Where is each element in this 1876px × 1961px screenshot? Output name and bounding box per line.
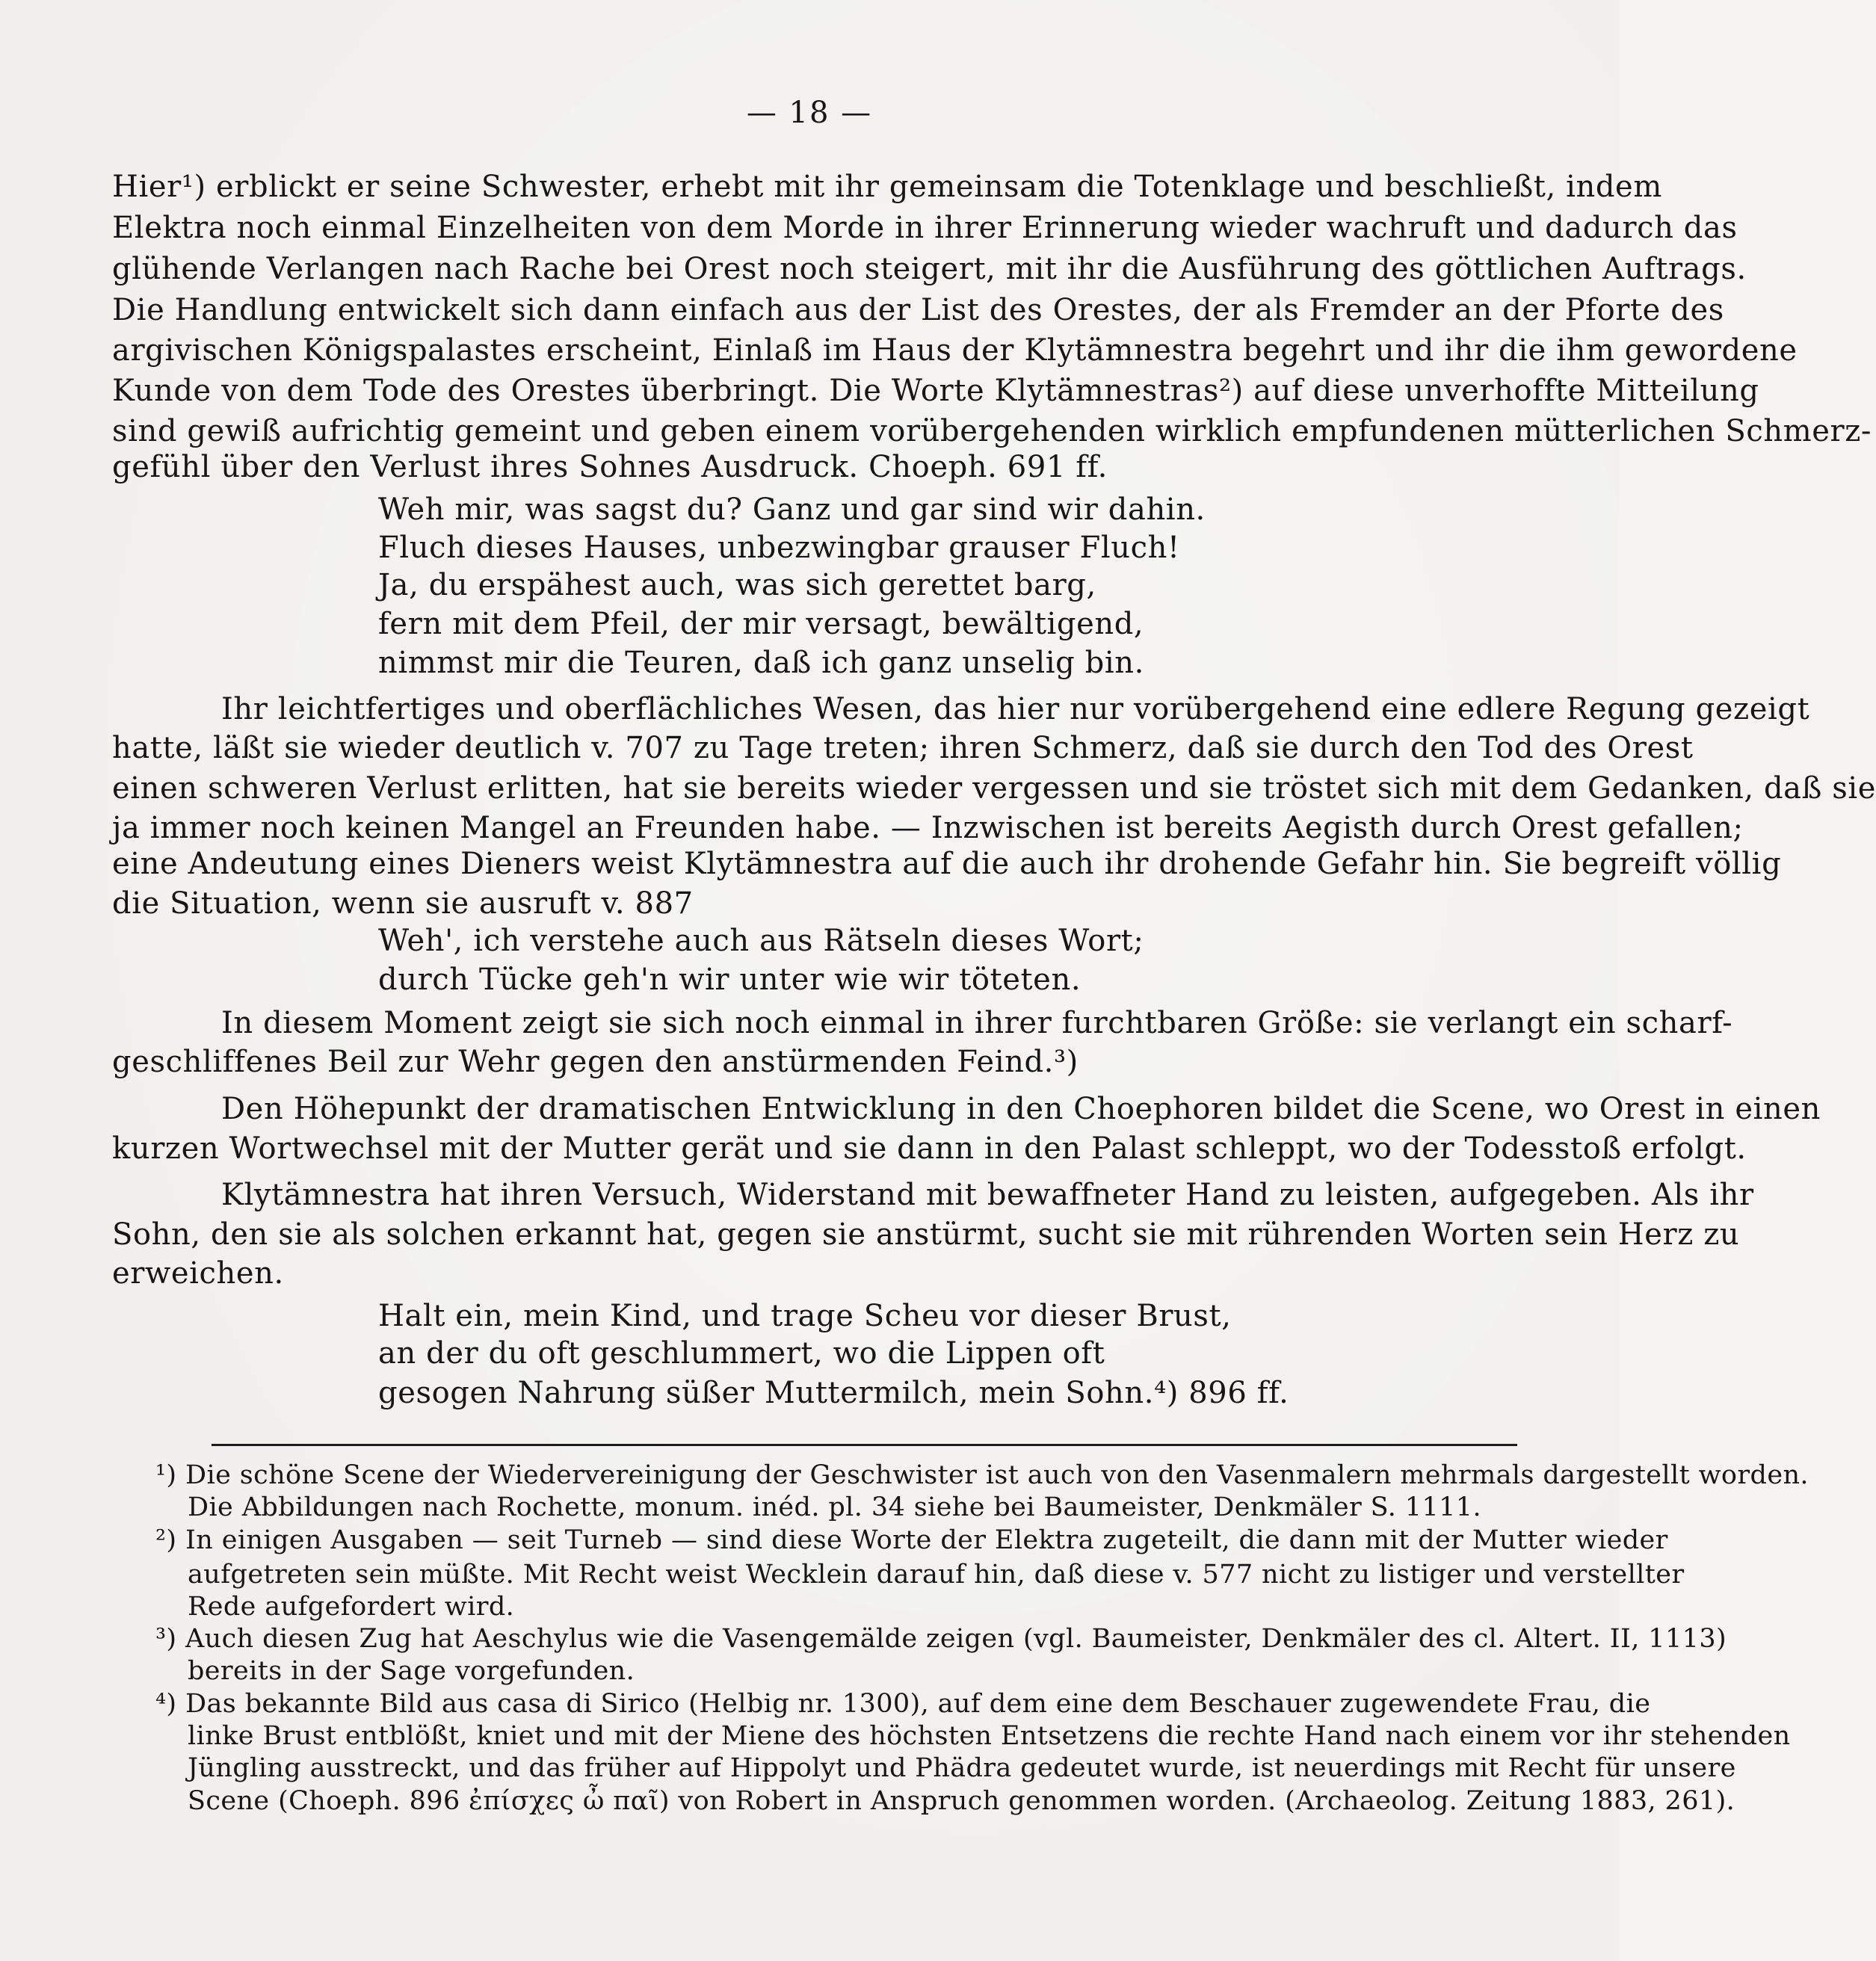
text-line: Sohn, den sie als solchen erkannt hat, gegen sie anstürmt, sucht sie mit rührenden Worten sein Herz zu <box>112 1217 1740 1252</box>
text-line: kurzen Wortwechsel mit der Mutter gerät und sie dann in den Palast schleppt, wo der Todesstoß erfolgt. <box>112 1131 1747 1166</box>
text-line: glühende Verlangen nach Rache bei Orest noch steigert, mit ihr die Ausführung des göttlichen Auftrags. <box>112 252 1747 286</box>
verse-line: Halt ein, mein Kind, und trage Scheu vor dieser Brust, <box>378 1299 1232 1333</box>
text-line: Die Handlung entwickelt sich dann einfach aus der List des Orestes, der als Fremder an der Pforte des <box>112 293 1724 327</box>
text-line: hatte, läßt sie wieder deutlich v. 707 zu Tage treten; ihren Schmerz, daß sie durch den Tod des Orest <box>112 731 1694 765</box>
footnote-separator <box>212 1444 1517 1446</box>
footnote-line: Rede aufgefordert wird. <box>188 1592 515 1622</box>
text-line: geschliffenes Beil zur Wehr gegen den anstürmenden Feind.³) <box>112 1045 1079 1079</box>
footnote-line: aufgetreten sein müßte. Mit Recht weist Wecklein darauf hin, daß diese v. 577 nicht zu listiger und verstellter <box>188 1560 1685 1590</box>
footnote-line: Scene (Choeph. 896 ἐπίσχες ὦ παῖ) von Robert in Anspruch genommen worden. (Archaeolog. Zeitung 1883, 261). <box>188 1786 1735 1816</box>
text-line: In diesem Moment zeigt sie sich noch einmal in ihrer furchtbaren Größe: sie verlangt ein scharf- <box>221 1006 1733 1040</box>
text-line: Hier¹) erblickt er seine Schwester, erhebt mit ihr gemeinsam die Totenklage und beschließt, indem <box>112 170 1662 204</box>
footnote-line: Die Abbildungen nach Rochette, monum. inéd. pl. 34 siehe bei Baumeister, Denkmäler S. 1111. <box>188 1492 1481 1522</box>
verse-line: Fluch dieses Hauses, unbezwingbar grauser Fluch! <box>378 531 1180 565</box>
verse-line: Weh', ich verstehe auch aus Rätseln dieses Wort; <box>378 924 1144 958</box>
footnote-line: ²) In einigen Ausgaben — seit Turneb — sind diese Worte der Elektra zugeteilt, die dann mit der Mutter wieder <box>155 1525 1668 1555</box>
text-line: Kunde von dem Tode des Orestes überbringt. Die Worte Klytämnestras²) auf diese unverhoffte Mitteilung <box>112 374 1759 408</box>
footnote-line: linke Brust entblößt, kniet und mit der Miene des höchsten Entsetzens die rechte Hand nach einem vor ihr stehenden <box>188 1721 1791 1751</box>
page-number: — 18 — <box>746 96 873 130</box>
text-line: Den Höhepunkt der dramatischen Entwicklung in den Choephoren bildet die Scene, wo Orest in einen <box>221 1092 1821 1126</box>
text-line: Ihr leichtfertiges und oberflächliches Wesen, das hier nur vorübergehend eine edlere Regung gezeigt <box>221 692 1810 726</box>
text-line: sind gewiß aufrichtig gemeint und geben einem vorübergehenden wirklich empfundenen mütterlichen Schmerz- <box>112 414 1872 448</box>
verse-line: fern mit dem Pfeil, der mir versagt, bewältigend, <box>378 607 1144 641</box>
verse-line: durch Tücke geh'n wir unter wie wir töteten. <box>378 963 1082 997</box>
text-line: gefühl über den Verlust ihres Sohnes Ausdruck. Choeph. 691 ff. <box>112 450 1108 484</box>
text-line: Elektra noch einmal Einzelheiten von dem Morde in ihrer Erinnerung wieder wachruft und dadurch das <box>112 211 1738 245</box>
footnote-line: Jüngling ausstreckt, und das früher auf Hippolyt und Phädra gedeutet wurde, ist neuerdings mit Recht für unsere <box>188 1753 1736 1783</box>
verse-line: gesogen Nahrung süßer Muttermilch, mein Sohn.⁴) 896 ff. <box>378 1376 1289 1410</box>
verse-line: Weh mir, was sagst du? Ganz und gar sind wir dahin. <box>378 492 1206 527</box>
text-line: ja immer noch keinen Mangel an Freunden habe. — Inzwischen ist bereits Aegisth durch Orest gefallen; <box>112 811 1744 845</box>
text-line: die Situation, wenn sie ausruft v. 887 <box>112 886 694 921</box>
verse-line: Ja, du erspähest auch, was sich gerettet barg, <box>378 568 1096 602</box>
text-line: einen schweren Verlust erlitten, hat sie bereits wieder vergessen und sie tröstet sich mit dem Gedanken, daß sie <box>112 771 1876 806</box>
verse-line: an der du oft geschlummert, wo die Lippen oft <box>378 1336 1105 1371</box>
verse-line: nimmst mir die Teuren, daß ich ganz unselig bin. <box>378 646 1144 680</box>
text-line: erweichen. <box>112 1256 284 1291</box>
footnote-line: ³) Auch diesen Zug hat Aeschylus wie die Vasengemälde zeigen (vgl. Baumeister, Denkmäler des cl. Altert. II, 1113) <box>155 1624 1727 1654</box>
text-line: argivischen Königspalastes erscheint, Einlaß im Haus der Klytämnestra begehrt und ihr die ihm gewordene <box>112 333 1798 368</box>
text-line: eine Andeutung eines Dieners weist Klytämnestra auf die auch ihr drohende Gefahr hin. Sie begreift völlig <box>112 847 1782 881</box>
text-line: Klytämnestra hat ihren Versuch, Widerstand mit bewaffneter Hand zu leisten, aufgegeben. Als ihr <box>221 1178 1754 1212</box>
footnote-line: bereits in der Sage vorgefunden. <box>188 1656 635 1686</box>
footnote-line: ¹) Die schöne Scene der Wiedervereinigung der Geschwister ist auch von den Vasenmalern mehrmals dargestellt worden. <box>155 1460 1809 1490</box>
footnote-line: ⁴) Das bekannte Bild aus casa di Sirico (Helbig nr. 1300), auf dem eine dem Beschauer zugewendete Frau, die <box>155 1689 1651 1719</box>
